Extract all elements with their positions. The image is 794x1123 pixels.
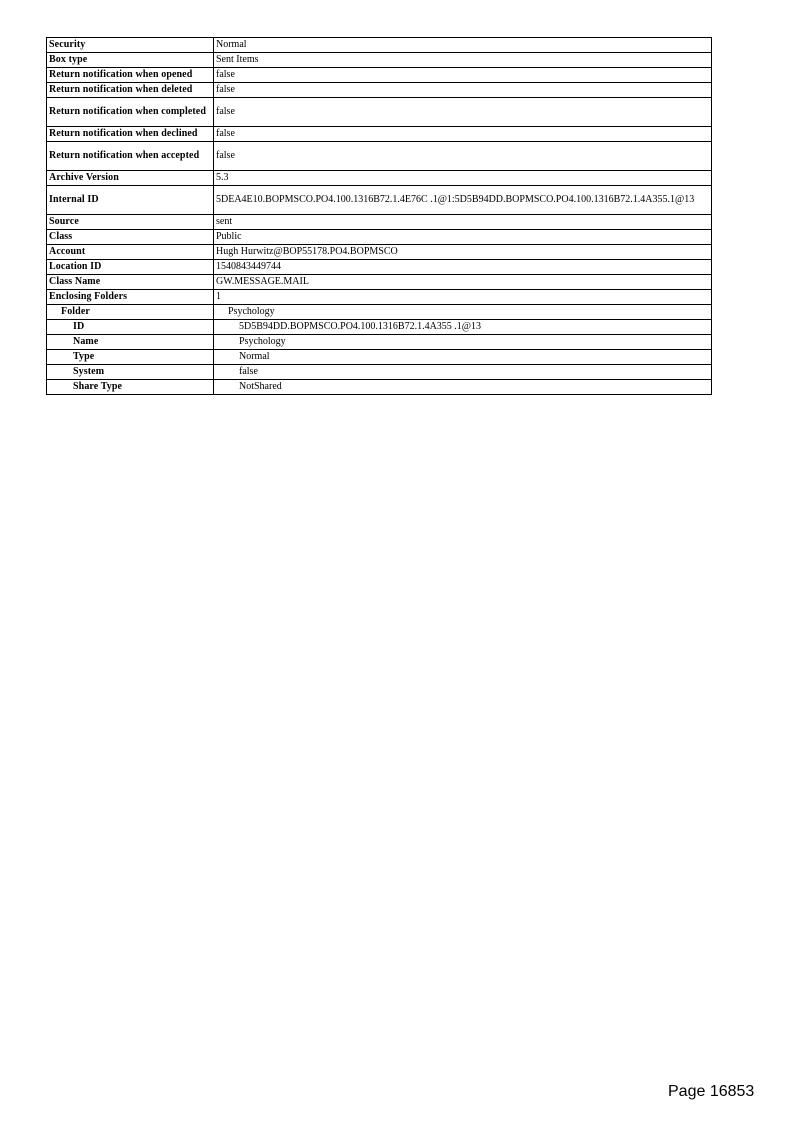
table-row-enclosing-folders <box>47 290 712 305</box>
row-key: Type <box>47 350 214 365</box>
row-key: Location ID <box>47 260 214 275</box>
row-value: 5.3 <box>214 171 712 186</box>
row-key: Class <box>47 230 214 245</box>
row-key: Return notification when completed <box>47 98 214 127</box>
table-row-notify-deleted <box>47 83 712 98</box>
table-row-folder-type <box>47 350 712 365</box>
row-key: Security <box>47 38 214 53</box>
row-key: Internal ID <box>47 186 214 215</box>
row-key: Account <box>47 245 214 260</box>
page-number: Page 16853 <box>668 1083 755 1100</box>
table-row-folder-share-type <box>47 380 712 395</box>
table-row-folder-name <box>47 335 712 350</box>
row-key: Class Name <box>47 275 214 290</box>
row-value: GW.MESSAGE.MAIL <box>214 275 712 290</box>
table-row-source <box>47 215 712 230</box>
row-value: false <box>214 365 712 380</box>
row-value: 5D5B94DD.BOPMSCO.PO4.100.1316B72.1.4A355 .1@13 <box>214 320 712 335</box>
table-row-notify-opened <box>47 68 712 83</box>
row-value: false <box>214 68 712 83</box>
row-value: Normal <box>214 38 712 53</box>
properties-table <box>46 37 712 395</box>
row-key: Box type <box>47 53 214 68</box>
row-key: Archive Version <box>47 171 214 186</box>
table-row-archive-version <box>47 171 712 186</box>
row-key: ID <box>47 320 214 335</box>
row-key: Folder <box>47 305 214 320</box>
row-key: Return notification when opened <box>47 68 214 83</box>
row-value: Psychology <box>214 305 712 320</box>
row-value: 1 <box>214 290 712 305</box>
row-key: Return notification when declined <box>47 127 214 142</box>
table-row-notify-declined <box>47 127 712 142</box>
row-key: Name <box>47 335 214 350</box>
table-row-security <box>47 38 712 53</box>
row-value: false <box>214 83 712 98</box>
row-value: 1540843449744 <box>214 260 712 275</box>
row-value: Public <box>214 230 712 245</box>
table-row-account <box>47 245 712 260</box>
table-row-box-type <box>47 53 712 68</box>
row-key: Share Type <box>47 380 214 395</box>
row-value: NotShared <box>214 380 712 395</box>
row-value: Normal <box>214 350 712 365</box>
row-value: false <box>214 127 712 142</box>
row-key: Source <box>47 215 214 230</box>
row-value: 5DEA4E10.BOPMSCO.PO4.100.1316B72.1.4E76C .1@1:5D5B94DD.BOPMSCO.PO4.100.1316B72.1.4A355.1@13 <box>214 186 712 215</box>
row-value: false <box>214 98 712 127</box>
row-value: Sent Items <box>214 53 712 68</box>
table-row-notify-accepted <box>47 142 712 171</box>
row-key: System <box>47 365 214 380</box>
row-value: Psychology <box>214 335 712 350</box>
table-row-folder-system <box>47 365 712 380</box>
table-row-folder-id <box>47 320 712 335</box>
table-row-notify-completed <box>47 98 712 127</box>
row-value: Hugh Hurwitz@BOP55178.PO4.BOPMSCO <box>214 245 712 260</box>
row-key: Return notification when deleted <box>47 83 214 98</box>
row-value: false <box>214 142 712 171</box>
row-key: Return notification when accepted <box>47 142 214 171</box>
row-value: sent <box>214 215 712 230</box>
table-row-folder <box>47 305 712 320</box>
table-row-class <box>47 230 712 245</box>
table-row-internal-id <box>47 186 712 215</box>
table-row-location-id <box>47 260 712 275</box>
table-row-class-name <box>47 275 712 290</box>
row-key: Enclosing Folders <box>47 290 214 305</box>
